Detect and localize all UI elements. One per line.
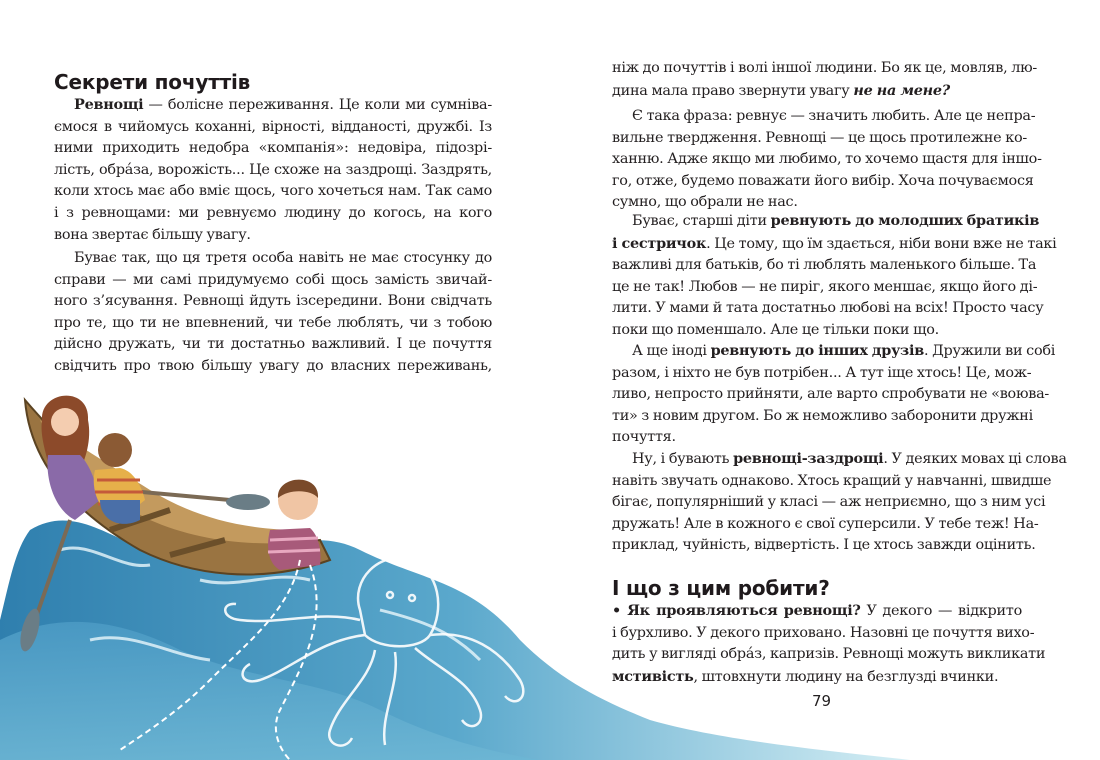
text-span: У декого — відкрито — [860, 603, 1022, 619]
text-span: — болісне переживання. Це коли ми сумніва- — [143, 97, 492, 113]
bold-term: • Як проявляються ревнощі? — [612, 602, 861, 619]
text-line: ніж до почуттів і волі іншої людини. Бо як це, мовляв, лю- — [612, 60, 1038, 76]
text-line: лість, обрáза, ворожість... Це схоже на заздрощі. Заздрять, — [54, 161, 492, 178]
text-line: свідчить про твою більшу увагу до власних переживань, — [54, 357, 492, 374]
text-line: почуття. — [612, 429, 676, 446]
text-line: дружать! Але в кожного є свої суперсили. У тебе теж! На- — [612, 515, 1039, 532]
bold-term: ревнують до молодших братиків — [770, 212, 1040, 229]
text-line: Буває так, що ця третя особа навіть не має стосунку до — [74, 250, 492, 266]
paragraph-envy — [612, 448, 1067, 557]
text-line: го, отже, будемо поважати його вибір. Хоча почуваємося — [612, 172, 1034, 189]
paragraph-friends — [612, 340, 1056, 449]
text-span: . У деяких мовах ці слова — [883, 451, 1067, 467]
italic-phrase: не на мене? — [853, 81, 950, 99]
paragraph-continuation — [612, 58, 1038, 102]
text-line: це не так! Любов — не пиріг, якого меншає, якщо його ді- — [612, 278, 1038, 295]
oar-blade — [226, 494, 270, 510]
text-line — [54, 94, 492, 117]
text-line: ливо, непросто прийняти, але варто спробувати не «воюва- — [612, 386, 1050, 403]
text-span: дина мала право звернути увагу — [612, 82, 854, 99]
text-line: вона звертає більшу увагу. — [54, 226, 251, 243]
text-line: і з ревнощами: ми ревнуємо людину до когось, на кого — [54, 204, 492, 221]
text-line — [612, 666, 1022, 689]
text-line: справи — ми самі придумуємо собі щось замість звичай- — [54, 271, 492, 288]
text-line: Є така фраза: ревнує — значить любить. Але це непра- — [632, 108, 1036, 124]
bold-term: Ревнощі — [74, 96, 144, 113]
text-span: Буває, старші діти — [632, 213, 771, 229]
section-heading-what-to-do: І що з цим робити? — [612, 576, 830, 600]
text-line: приклад, чуйність, відвертість. І це хтось завжди оцінить. — [612, 537, 1036, 554]
text-line — [612, 600, 1022, 623]
paragraph-phrase — [612, 106, 1042, 214]
text-span: , штовхнути людину на безглузді вчинки. — [693, 668, 999, 685]
bold-term: ревнощі-заздрощі — [733, 450, 884, 467]
text-line: сумно, що обрали не нас. — [612, 194, 798, 211]
girl-face — [51, 408, 79, 436]
text-line: навіть звучать однаково. Хтось кращий у навчанні, швидше — [612, 472, 1052, 489]
text-line: дійсно дружать, чи ти достатньо важливий. І це почуття — [54, 336, 492, 353]
text-line — [612, 210, 1040, 233]
text-line: важливі для батьків, бо ті люблять маленького більше. Та — [612, 257, 1037, 274]
text-line: разом, і ніхто не був потрібен... А тут іще хтось! Це, мож- — [612, 364, 1032, 381]
text-span: . Дружили ви собі — [923, 343, 1056, 359]
text-line: коли хтось має або вміє щось, чого хочеться нам. Так само — [54, 183, 492, 200]
paragraph-how-manifests — [612, 600, 1046, 688]
bold-term: ревнують до інших друзів — [710, 342, 924, 359]
text-line — [612, 340, 1056, 363]
text-line — [612, 80, 1022, 103]
bold-term: і сестричок — [612, 234, 707, 252]
text-line — [612, 233, 1057, 256]
paragraph-jealousy-definition — [54, 94, 492, 246]
text-line: бігає, популярніший у класі — аж неприємно, що з ним усі — [612, 494, 1046, 511]
text-line: ного з’ясування. Ревнощі йдуть ізсередини. Вони свідчать — [54, 293, 492, 310]
text-span: . Це тому, що їм здається, ніби вони вже не такі — [706, 235, 1057, 252]
text-line: ними приходить недобра «компанія»: недовіра, підозрі- — [54, 140, 492, 157]
text-line: поки що поменшало. Але це тільки поки що. — [612, 321, 939, 338]
page-number: 79 — [812, 692, 832, 710]
text-span: А ще іноді — [632, 343, 711, 359]
text-span: Ну, і бувають — [632, 451, 734, 467]
text-line: дить у вигляді обрáз, капризів. Ревнощі можуть викликати — [612, 646, 1046, 663]
bold-term: мстивість — [612, 667, 694, 685]
text-line: вильне твердження. Ревнощі — це щось протилежне ко- — [612, 129, 1027, 146]
section-heading-secrets: Секрети почуттів — [54, 70, 251, 94]
paragraph-third-person — [54, 248, 492, 378]
text-line — [612, 448, 1067, 471]
text-line: ти» з новим другом. Бо ж неможливо заборонити дружні — [612, 407, 1033, 424]
boy-head — [98, 433, 132, 467]
text-line: лити. У мами й тата достатньо любові на всіх! Просто часу — [612, 300, 1044, 317]
text-line: і бурхливо. У декого приховано. Назовні це почуття вихо- — [612, 624, 1035, 641]
paragraph-siblings — [612, 210, 1057, 342]
text-line: ханню. Адже якщо ми любимо, то хочемо щастя для іншо- — [612, 151, 1042, 168]
text-line: про те, що ти не впевнений, чи тебе люблять, чи з тобою — [54, 314, 492, 331]
text-line: ємося в чийомусь коханні, вірності, відданості, дружбі. Із — [54, 118, 492, 135]
